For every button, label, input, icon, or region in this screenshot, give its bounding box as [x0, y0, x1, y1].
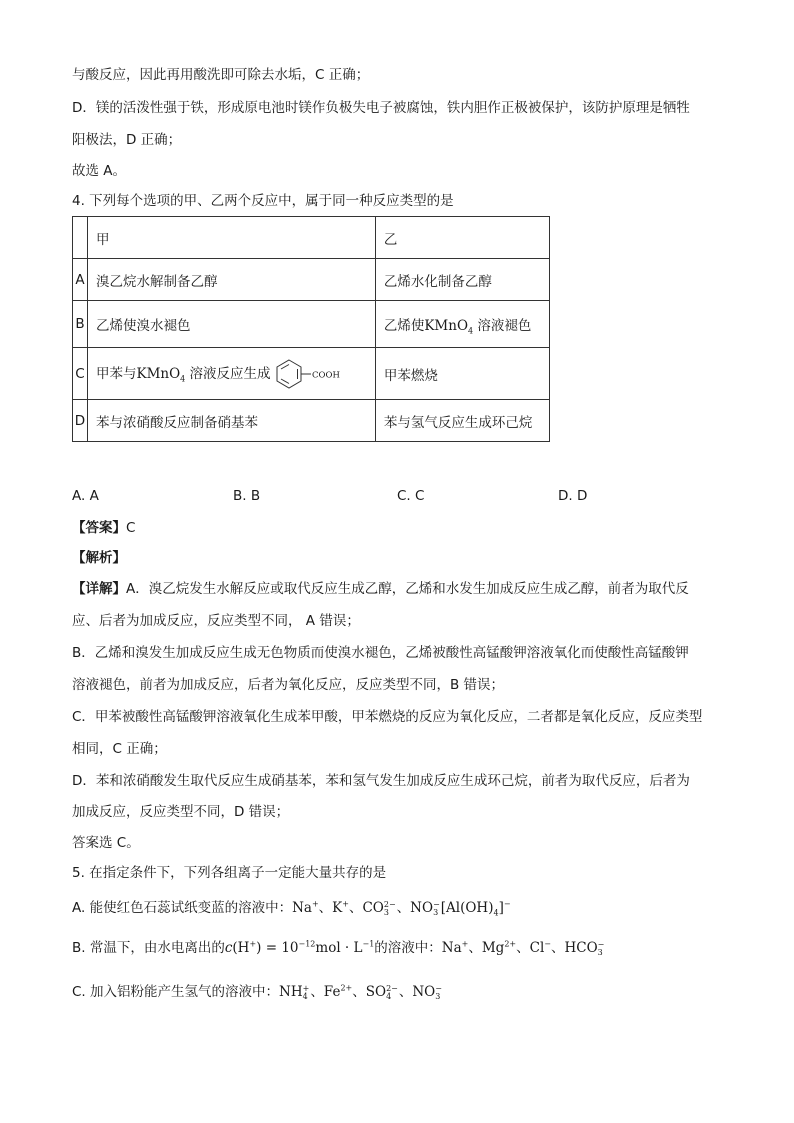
detail-line: 溶液褪色，前者为加成反应，后者为氧化反应，反应类型不同，B 错误；	[72, 677, 505, 693]
option-d[interactable]: D. D	[558, 488, 588, 504]
text-line: 阳极法，D 正确；	[72, 132, 182, 148]
detail-line: 加成反应，反应类型不同，D 错误；	[72, 804, 290, 820]
header-yi: 乙	[375, 217, 549, 259]
text-line: 与酸反应，因此再用酸洗即可除去水垢，C 正确；	[72, 67, 370, 83]
question-5-stem: 5. 在指定条件下，下列各组离子一定能大量共存的是	[72, 865, 387, 881]
text-line: D．镁的活泼性强于铁，形成原电池时镁作负极失电子被腐蚀，铁内胆作正极被保护，该防护原理是牺牲	[72, 100, 690, 116]
cell-jia: 苯与浓硝酸反应制备硝基苯	[88, 400, 376, 442]
table-row	[73, 348, 550, 400]
row-label: B	[73, 301, 88, 348]
detail-line: 相同，C 正确；	[72, 741, 167, 757]
cell-jia: 溴乙烷水解制备乙醇	[88, 259, 376, 301]
question-4-stem: 4. 下列每个选项的甲、乙两个反应中，属于同一种反应类型的是	[72, 193, 454, 209]
detail-line: C．甲苯被酸性高锰酸钾溶液氧化生成苯甲酸，甲苯燃烧的反应为氧化反应，二者都是氧化反应，反应类型	[72, 709, 703, 725]
analysis-tag: 【解析】	[72, 550, 126, 566]
benzoic-acid-structure	[275, 358, 353, 390]
table-row	[73, 301, 550, 348]
answer-tag: 【答案】	[72, 520, 126, 536]
header-jia: 甲	[88, 217, 376, 259]
cell-yi: 乙烯使KMnO$_4$ 溶液褪色	[375, 301, 549, 348]
answer-line	[72, 519, 135, 537]
option-a[interactable]: A. A	[72, 488, 99, 504]
detail-line: 答案选 C。	[72, 835, 140, 851]
table-header-row	[73, 217, 550, 259]
question-5-option-b[interactable]: B. 常温下，由水电离出的$c(H^+) = 10^{-12}mol \cdot L^{-1}$的溶液中：Na+、$Mg^{2+}$、Cl−、HCO − 3	[72, 939, 605, 957]
row-label: A	[73, 259, 88, 301]
option-b[interactable]: B. B	[233, 488, 261, 504]
cell-yi: 苯与氢气反应生成环己烷	[375, 400, 549, 442]
option-c[interactable]: C. C	[397, 488, 425, 504]
cell-jia: 乙烯使溴水褪色	[88, 301, 376, 348]
carboxyl-group-label: COOH	[311, 370, 340, 380]
table-row	[73, 259, 550, 301]
question-5-option-a[interactable]: A. 能使红色石蕊试纸变蓝的溶液中：Na+、K+、CO 2− 3 、NO − 3 $[Al(OH)_4]^-$	[72, 899, 511, 918]
detail-line: 【详解】A．溴乙烷发生水解反应或取代反应生成乙醇，乙烯和水发生加成反应生成乙醇，前者为取代反	[72, 581, 689, 597]
row-label: C	[73, 348, 88, 400]
cell-yi: 甲苯燃烧	[375, 348, 549, 400]
cell-jia: 甲苯与KMnO$_4$ 溶液反应生成 COOH	[88, 348, 376, 400]
cell-yi: 乙烯水化制备乙醇	[375, 259, 549, 301]
detail-line: D．苯和浓硝酸发生取代反应生成硝基苯，苯和氢气发生加成反应生成环己烷，前者为取代反应，后者为	[72, 773, 690, 789]
detail-line: B．乙烯和溴发生加成反应生成无色物质而使溴水褪色，乙烯被酸性高锰酸钾溶液氧化而使酸性高锰酸钾	[72, 645, 689, 661]
row-label: D	[73, 400, 88, 442]
detail-line: 应、后者为加成反应，反应类型不同， A 错误；	[72, 613, 360, 629]
answer-value: C	[126, 520, 136, 536]
table-row	[73, 400, 550, 442]
text-line: 故选 A。	[72, 163, 127, 179]
question-5-option-c[interactable]: C. 加入铝粉能产生氢气的溶液中：NH + 4 、$Fe^{2+}$、SO 2− 4 、NO − 3	[72, 983, 442, 1001]
question-4-table	[72, 216, 550, 442]
